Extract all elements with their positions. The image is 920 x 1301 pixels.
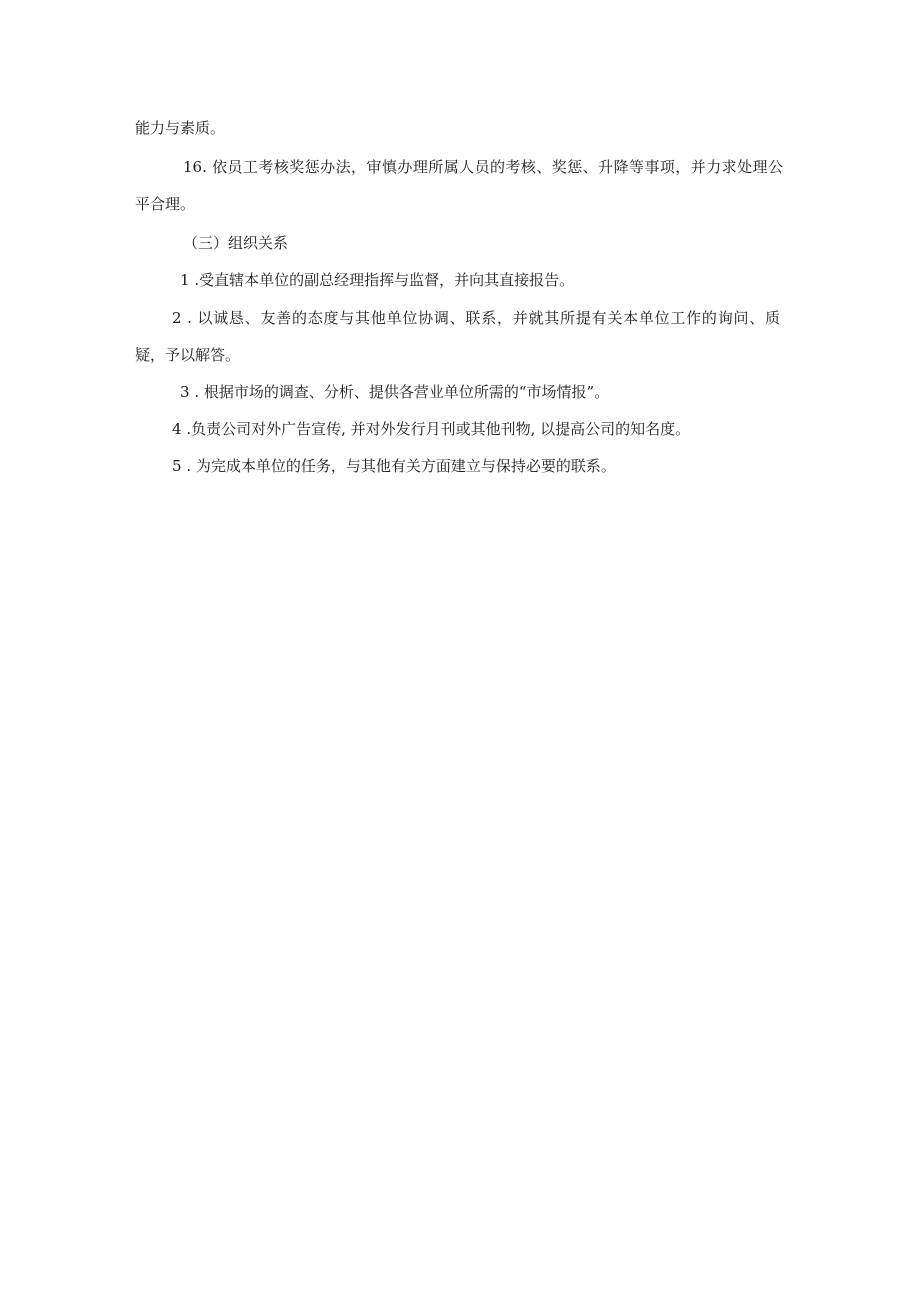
list-item-2-line-2: 疑，予以解答。 [135, 346, 241, 364]
list-item-1 [180, 270, 574, 290]
paragraph-16-line-1: 16. 依员工考核奖惩办法，审慎办理所属人员的考核、奖惩、升降等事项，并力求处理公 [183, 158, 783, 176]
list-item-4 [172, 419, 690, 439]
list-item-number: 2 [172, 309, 182, 327]
paragraph-15-continuation: 能力与素质。 [135, 119, 226, 137]
list-item-2-line-1 [172, 308, 780, 328]
list-item-text: . 为完成本单位的任务，与其他有关方面建立与保持必要的联系。 [181, 457, 616, 475]
list-item-number: 5 [172, 457, 182, 475]
section-heading: （三）组织关系 [183, 234, 289, 252]
list-item-text: .受直辖本单位的副总经理指挥与监督，并向其直接报告。 [189, 271, 575, 289]
list-item-number: 4 [172, 420, 182, 438]
paragraph-16-line-2: 平合理。 [135, 195, 196, 213]
list-item-text: . 以诚恳、友善的态度与其他单位协调、联系，并就其所提有关本单位工作的询问、质 [181, 309, 780, 327]
list-item-number: 1 [180, 271, 190, 289]
list-item-number: 3 [180, 383, 190, 401]
list-item-5 [172, 456, 616, 476]
list-item-text: . 根据市场的调查、分析、提供各营业单位所需的“市场情报”。 [189, 383, 610, 401]
list-item-text: .负责公司对外广告宣传, 并对外发行月刊或其他刊物, 以提高公司的知名度。 [181, 420, 691, 438]
list-item-3 [180, 382, 609, 402]
